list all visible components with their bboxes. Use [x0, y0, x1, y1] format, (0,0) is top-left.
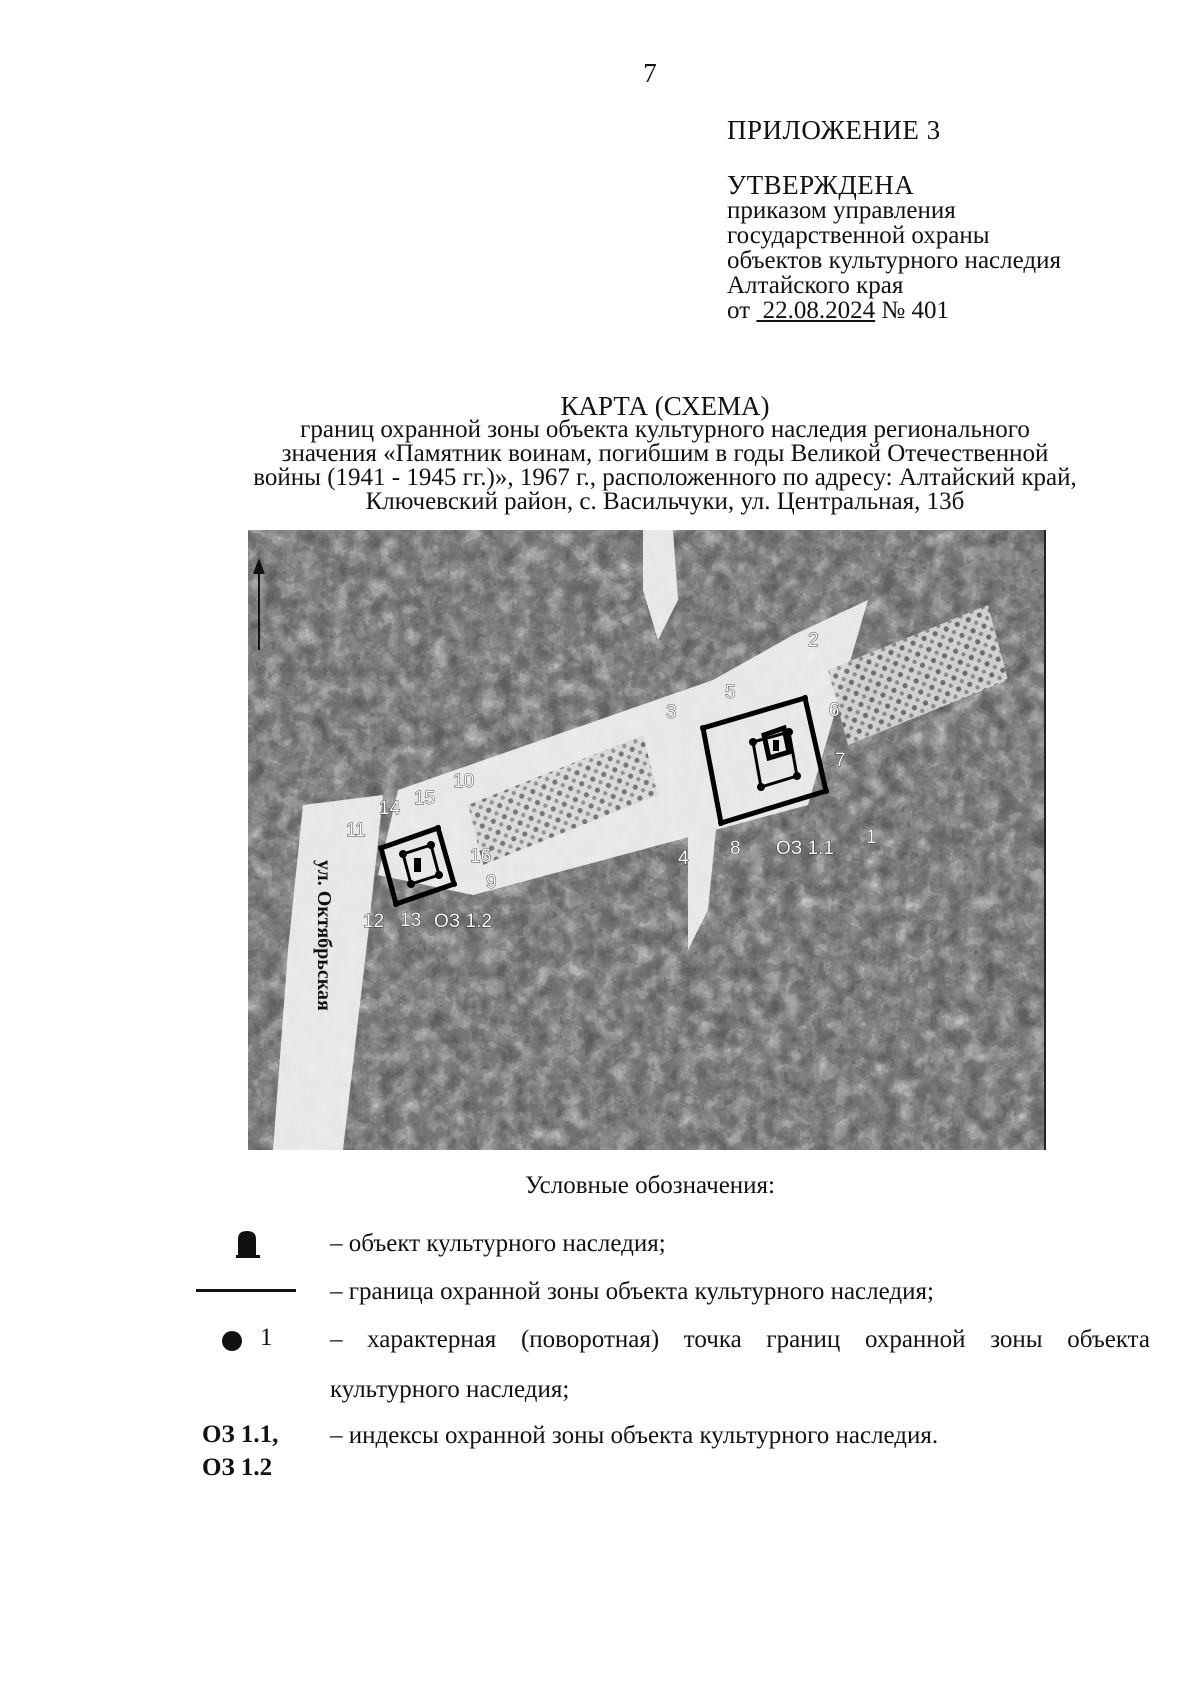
approval-date-line	[727, 298, 1061, 323]
map-title: КАРТА (СХЕМА)	[560, 391, 770, 421]
legend-item-point-line-2: культурного наследия;	[330, 1376, 570, 1403]
approval-block	[727, 115, 1061, 324]
aerial-map	[248, 530, 1046, 1150]
approval-date: 22.08.2024	[762, 297, 876, 324]
approval-line-1: приказом управления	[727, 197, 956, 224]
zone-index-label-1: ОЗ 1.1,	[202, 1421, 279, 1448]
map-heading	[170, 391, 1160, 515]
heading-line-3: войны (1941 - 1945 гг.)», 1967 г., расположенного по адресу: Алтайский край,	[253, 464, 1077, 491]
zone-label: ОЗ 1.2	[434, 911, 492, 932]
point-label: 2	[808, 630, 819, 651]
boundary-line-legend-icon	[196, 1289, 296, 1292]
legend-item-index: – индексы охранной зоны объекта культурного наследия.	[330, 1422, 939, 1449]
zone-label: ОЗ 1.1	[776, 838, 834, 859]
monument-legend-icon	[234, 1229, 264, 1259]
page-number: 7	[643, 58, 657, 88]
point-label: 11	[346, 820, 366, 841]
point-label: 5	[725, 682, 736, 703]
turning-point-legend-label: 1	[260, 1324, 273, 1351]
turning-point-legend-icon	[222, 1331, 242, 1351]
approval-line-3: объектов культурного наследия	[727, 247, 1061, 274]
approval-line-4: Алтайского края	[727, 272, 904, 299]
monument-icon	[773, 740, 779, 751]
heading-line-4: Ключевский район, с. Васильчуки, ул. Центральная, 13б	[365, 488, 965, 515]
approval-line-2: государственной охраны	[727, 222, 990, 249]
street-label: ул. Октябрьская	[313, 860, 335, 1011]
legend-item-point-line-1: – характерная (поворотная) точка границ охранной зоны объекта	[330, 1326, 1150, 1353]
date-prefix: от	[727, 297, 751, 324]
point-label: 14	[379, 798, 401, 819]
zone-index-labels	[202, 1418, 278, 1484]
appendix-label: ПРИЛОЖЕНИЕ 3	[727, 115, 941, 145]
heading-line-1: границ охранной зоны объекта культурного наследия регионального	[300, 416, 1030, 443]
legend-item-object: – объект культурного наследия;	[330, 1230, 666, 1257]
point-label: 4	[678, 848, 689, 869]
zone-index-label-2: ОЗ 1.2	[202, 1454, 273, 1481]
point-label: 16	[470, 846, 492, 867]
point-label: 1	[866, 827, 877, 848]
point-label: 12	[363, 911, 385, 932]
legend-item-boundary: – граница охранной зоны объекта культурного наследия;	[330, 1278, 934, 1305]
point-label: 3	[666, 702, 677, 723]
approved-label: УТВЕРЖДЕНА	[727, 170, 915, 200]
heading-line-2: значения «Памятник воинам, погибшим в годы Великой Отечественной	[281, 440, 1049, 467]
point-label: 6	[829, 700, 840, 721]
point-label: 15	[414, 788, 436, 809]
point-label: 7	[835, 750, 846, 771]
monument-icon	[414, 858, 421, 872]
point-label: 10	[453, 771, 475, 792]
legend-title: Условные обозначения:	[524, 1172, 776, 1199]
approval-number: № 401	[881, 297, 949, 324]
point-label: 13	[400, 910, 422, 931]
point-label: 9	[486, 872, 497, 893]
point-label: 8	[730, 838, 741, 859]
